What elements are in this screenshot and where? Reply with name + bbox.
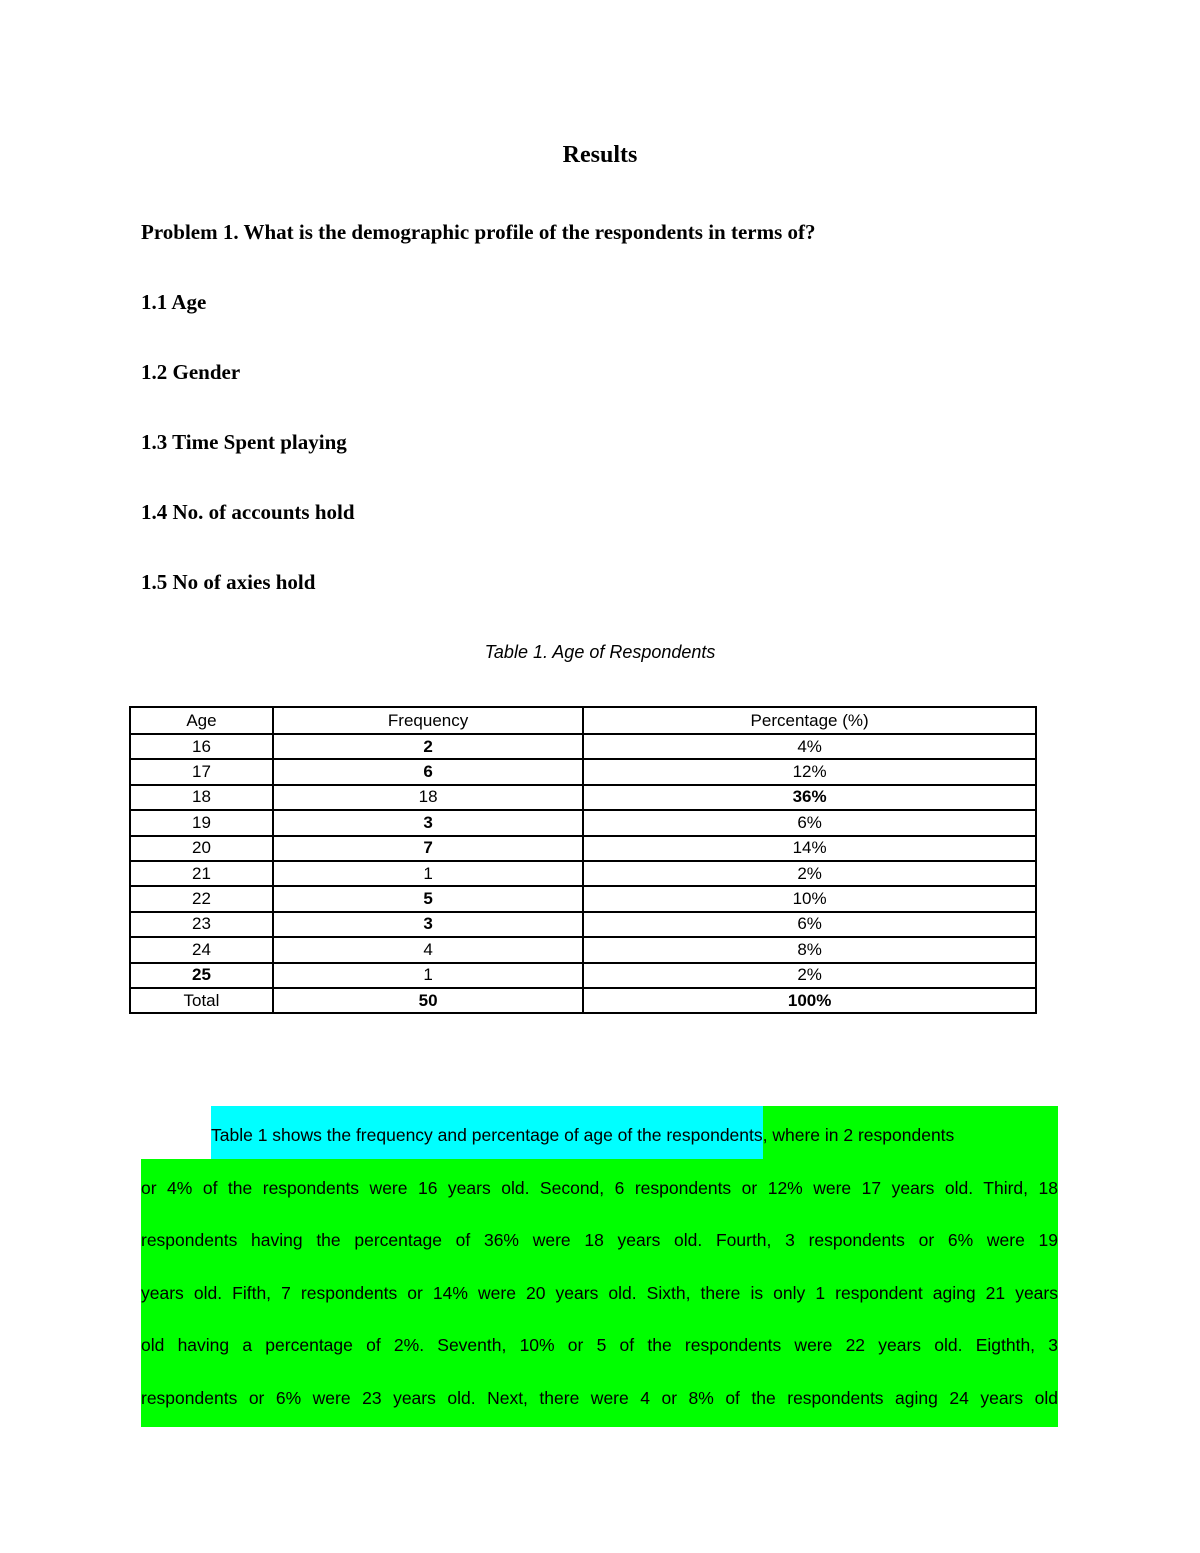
cell-age: 16 (130, 734, 273, 759)
paragraph-line (141, 1369, 1058, 1422)
cell-total-label: Total (130, 988, 273, 1013)
cell-frequency: 7 (273, 836, 583, 861)
problem-statement: Problem 1. What is the demographic profile of the respondents in terms of? (141, 220, 816, 244)
table-row (130, 836, 1036, 861)
highlight-green: respondents or 6% were 23 years old. Next, there were 4 or 8% of the respondents aging 24 years old (141, 1369, 1058, 1428)
table-row (130, 963, 1036, 988)
cell-percentage: 8% (583, 937, 1036, 962)
highlight-green: respondents having the percentage of 36% were 18 years old. Fourth, 3 respondents or 6% were 19 (141, 1211, 1058, 1270)
table-row (130, 886, 1036, 911)
table-header-row (130, 707, 1036, 734)
paragraph-line (141, 1211, 1058, 1264)
paragraph-line (141, 1316, 1058, 1369)
table-row (130, 810, 1036, 835)
cell-percentage: 10% (583, 886, 1036, 911)
cell-frequency: 1 (273, 963, 583, 988)
table-row (130, 861, 1036, 886)
cell-age: 20 (130, 836, 273, 861)
header-age: Age (130, 707, 273, 734)
table-row (130, 734, 1036, 759)
cell-frequency: 3 (273, 912, 583, 937)
paragraph-line (141, 1106, 1058, 1159)
cell-age: 19 (130, 810, 273, 835)
cell-frequency: 2 (273, 734, 583, 759)
header-percentage: Percentage (%) (583, 707, 1036, 734)
cell-age: 24 (130, 937, 273, 962)
cell-percentage: 6% (583, 912, 1036, 937)
cell-frequency: 1 (273, 861, 583, 886)
page-title: Results (562, 142, 638, 168)
results-paragraph (141, 1106, 1058, 1421)
cell-percentage: 2% (583, 963, 1036, 988)
cell-percentage: 2% (583, 861, 1036, 886)
header-frequency: Frequency (273, 707, 583, 734)
highlight-green: old having a percentage of 2%. Seventh, 10% or 5 of the respondents were 22 years old. Eigthth, 3 (141, 1316, 1058, 1375)
item-age: 1.1 Age (141, 290, 207, 314)
age-table (129, 706, 1037, 1014)
item-axies: 1.5 No of axies hold (141, 570, 316, 594)
table-body (130, 734, 1036, 1013)
cell-age: 21 (130, 861, 273, 886)
cell-total-percentage: 100% (583, 988, 1036, 1013)
cell-frequency: 4 (273, 937, 583, 962)
cell-frequency: 3 (273, 810, 583, 835)
item-accounts: 1.4 No. of accounts hold (141, 500, 355, 524)
cell-age: 18 (130, 785, 273, 810)
cell-percentage: 4% (583, 734, 1036, 759)
cell-percentage: 12% (583, 759, 1036, 784)
paragraph-line (141, 1264, 1058, 1317)
item-gender: 1.2 Gender (141, 360, 241, 384)
table-total-row (130, 988, 1036, 1013)
highlight-green: years old. Fifth, 7 respondents or 14% were 20 years old. Sixth, there is only 1 respondent aging 21 years (141, 1264, 1058, 1323)
cell-percentage: 14% (583, 836, 1036, 861)
item-time-spent: 1.3 Time Spent playing (141, 430, 347, 454)
table-caption: Table 1. Age of Respondents (484, 642, 716, 662)
paragraph-line (141, 1159, 1058, 1212)
table-row (130, 785, 1036, 810)
table-row (130, 759, 1036, 784)
cell-age: 17 (130, 759, 273, 784)
cell-age: 23 (130, 912, 273, 937)
cell-total-frequency: 50 (273, 988, 583, 1013)
highlight-green: , where in 2 respondents (763, 1106, 1058, 1159)
highlight-cyan: Table 1 shows the frequency and percentage of age of the respondents (211, 1106, 763, 1159)
cell-frequency: 18 (273, 785, 583, 810)
table-row (130, 937, 1036, 962)
table-row (130, 912, 1036, 937)
cell-frequency: 5 (273, 886, 583, 911)
cell-percentage: 6% (583, 810, 1036, 835)
highlight-green: or 4% of the respondents were 16 years old. Second, 6 respondents or 12% were 17 years old. Third, 18 (141, 1159, 1058, 1218)
cell-age: 25 (130, 963, 273, 988)
cell-frequency: 6 (273, 759, 583, 784)
cell-age: 22 (130, 886, 273, 911)
cell-percentage: 36% (583, 785, 1036, 810)
